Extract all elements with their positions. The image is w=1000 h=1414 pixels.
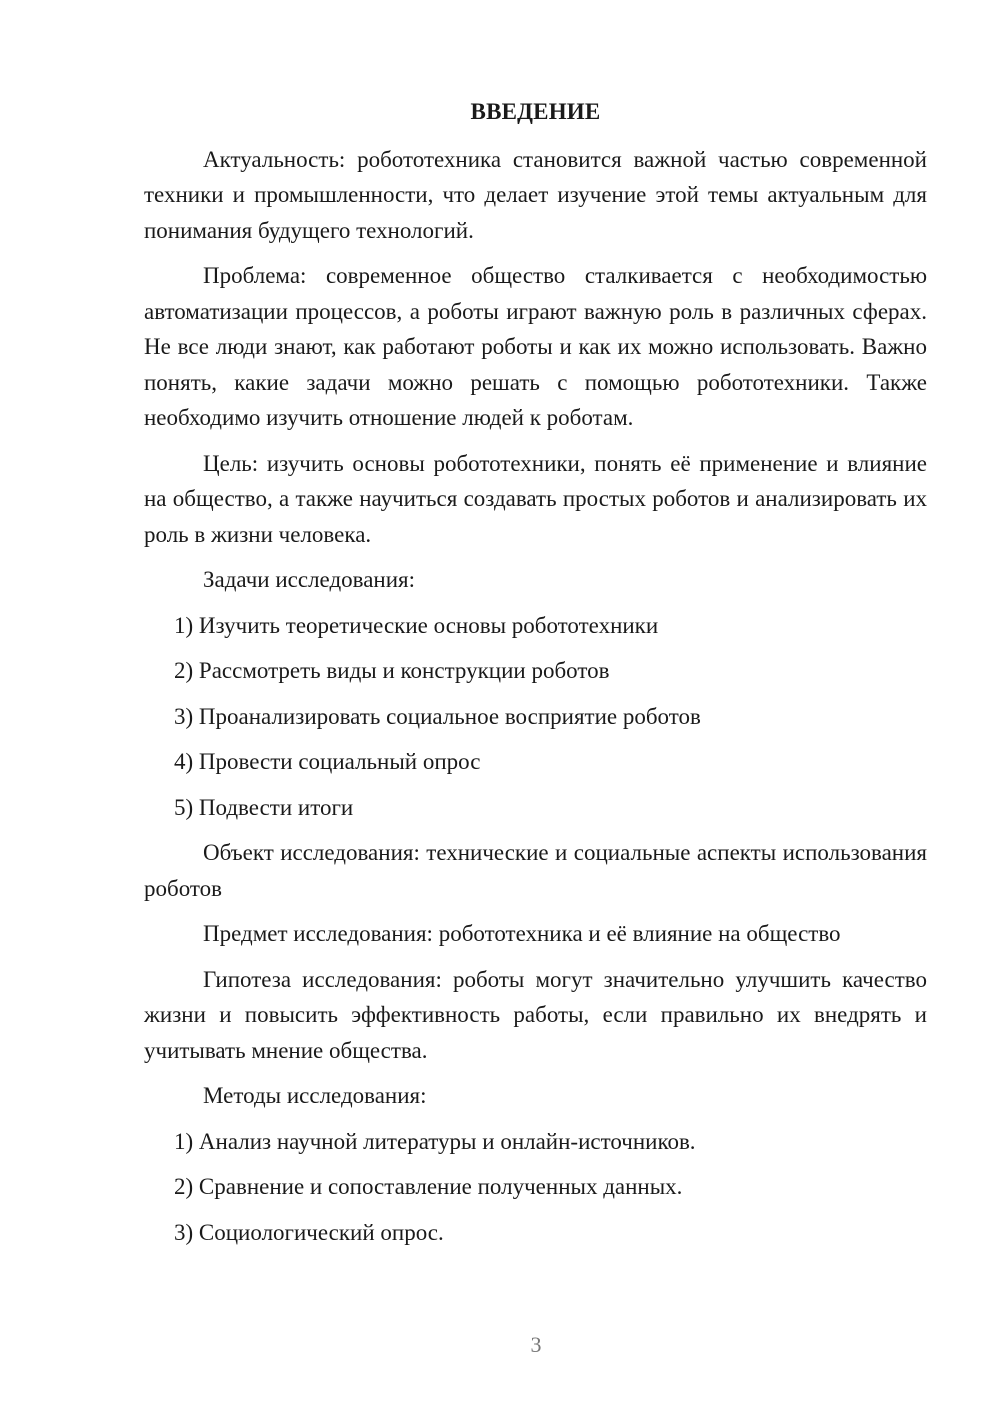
list-item-method-2: 2) Сравнение и сопоставление полученных данных. xyxy=(174,1174,683,1199)
list-item-method-3: 3) Социологический опрос. xyxy=(174,1219,444,1245)
methods-list xyxy=(144,1124,927,1251)
page-number: 3 xyxy=(530,1332,542,1357)
list-item-task-4: 4) Провести социальный опрос xyxy=(174,749,481,774)
list-item-task-2: 2) Рассмотреть виды и конструкции роботов xyxy=(174,658,610,683)
paragraph-subject: Предмет исследования: робототехника и её влияние на общество xyxy=(203,921,841,946)
list-item-method-1: 1) Анализ научной литературы и онлайн-источников. xyxy=(174,1128,696,1154)
list-item-task-5: 5) Подвести итоги xyxy=(174,794,354,820)
list-item-task-1: 1) Изучить теоретические основы робототехники xyxy=(174,612,659,638)
page-content xyxy=(144,94,927,1260)
paragraph-relevance: Актуальность: робототехника становится важной частью современной техники и промышленности, что делает изучение этой темы актуальным для понимания будущего технологий. xyxy=(144,146,927,243)
methods-heading: Методы исследования: xyxy=(203,1083,427,1108)
paragraph-goal: Цель: изучить основы робототехники, понять её применение и влияние на общество, а также научиться создавать простых роботов и анализировать их роль в жизни человека. xyxy=(144,450,927,547)
list-item-task-3: 3) Проанализировать социальное восприятие роботов xyxy=(174,703,701,729)
tasks-heading: Задачи исследования: xyxy=(203,567,416,592)
paragraph-problem: Проблема: современное общество сталкивается с необходимостью автоматизации процессов, а роботы играют важную роль в различных сферах. Не все люди знают, как работают роботы и как их можно использовать. Важно понять, какие задачи можно решать с помощью робототехники. Также необходимо изучить отношение людей к роботам. xyxy=(144,263,927,430)
paragraph-hypothesis: Гипотеза исследования: роботы могут значительно улучшить качество жизни и повысить эффективность работы, если правильно их внедрять и учитывать мнение общества. xyxy=(144,966,927,1063)
tasks-list xyxy=(144,608,927,826)
paragraph-object: Объект исследования: технические и социальные аспекты использования роботов xyxy=(144,840,927,901)
page-title: ВВЕДЕНИЕ xyxy=(470,99,601,124)
